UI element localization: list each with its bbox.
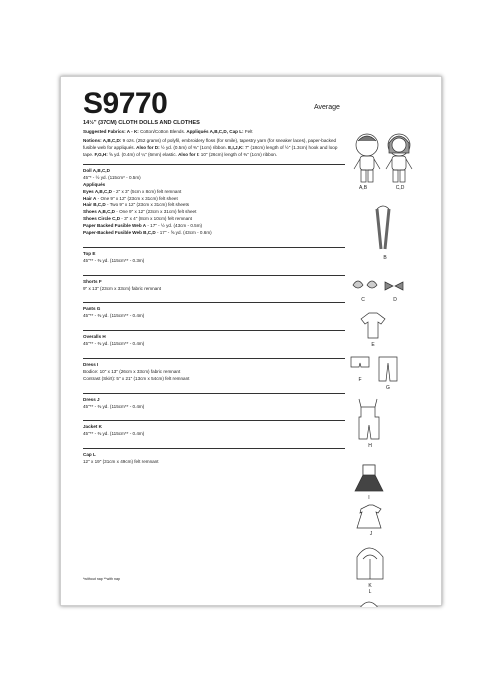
section-0 — [83, 251, 345, 265]
divider — [83, 330, 345, 331]
overalls-h-drawing — [359, 399, 379, 439]
notions: Notions: A,B,C,D: 9 ozs. (252 grams) of polyfil, embroidery floss (for smile), tapestry yarn (for sneaker laces), paper-backed fusible web for appliqués. Also for D: ½ yd. (0.5m) of ⅜" (1cm) ribbon. E,I,J,K: 7" (18cm) length of ½" (1.3cm) hook and loop tape. F,G,H: ⅝ yd. (0.4m) of ¼" (6mm) elastic. Also for I: 10" (26cm) length of ⅜" (1cm) ribbon. — [83, 138, 338, 158]
section-line: 45"** - ⅜ yd. (115cm** - 0.3m) — [83, 257, 145, 263]
appliques-list — [83, 189, 345, 237]
yardage-content — [83, 119, 345, 476]
label-ab: A,B — [358, 185, 368, 191]
section-4 — [83, 362, 345, 383]
top-e-drawing — [361, 313, 385, 338]
shorts-f-drawing — [351, 357, 369, 367]
section-line: 45"** - ⅜ yd. (115cm** - 0.4m) — [83, 403, 145, 409]
size-label: Average — [314, 104, 340, 111]
nap-footnote: *without nap **with nap — [83, 577, 120, 581]
applique-item: Hair A - One 9" x 12" (23cm x 31cm) felt sheet — [83, 195, 178, 201]
section-doll — [83, 168, 345, 237]
section-3 — [83, 334, 345, 348]
ears-c-drawing — [353, 281, 377, 288]
applique-item: Shoes Circle C,D - 3" x 4" (8cm x 10cm) felt remnant — [83, 216, 192, 222]
section-line: 9" x 13" (23cm x 33cm) fabric remnant — [83, 285, 162, 291]
suggested-fabrics: Suggested Fabrics: A - K: Cotton/Cotton Blends. Appliqués A,B,C,D, Cap L: Felt — [83, 129, 253, 135]
cap-l-drawing — [359, 602, 385, 607]
section-line: 45"** - ⅜ yd. (115cm** - 0.4m) — [83, 431, 145, 437]
applique-item: Shoes A,B,C,D - One 9" x 12" (23cm x 31cm) felt sheet — [83, 209, 197, 215]
applique-item: Eyes A,B,C,D - 2" x 3" (5cm x 8cm) felt remnant — [83, 188, 182, 194]
label-d: D — [393, 297, 397, 303]
applique-item: Hair B,C,D - Two 9" x 12" (23cm x 31cm) felt sheets — [83, 202, 190, 208]
divider — [83, 358, 345, 359]
label-c: C — [361, 297, 365, 303]
illustrations — [345, 117, 441, 607]
divider — [83, 302, 345, 303]
pants-g-drawing — [379, 357, 397, 381]
view-sections — [83, 247, 345, 466]
section-heading: Cap L — [83, 452, 96, 458]
section-line: 45"** - ⅜ yd. (115cm** - 0.4m) — [83, 313, 145, 319]
label-l: L — [368, 589, 372, 595]
label-cd: C,D — [395, 185, 405, 191]
section-heading: Jacket K — [83, 424, 102, 430]
divider — [83, 393, 345, 394]
pattern-title: 14½" (37CM) CLOTH DOLLS AND CLOTHES — [83, 120, 200, 126]
section-heading: Shorts F — [83, 278, 102, 284]
section-line: 45"* - ½ yd. (115cm* - 0.5m) — [83, 174, 141, 180]
section-line: Bodice: 10" x 13" (26cm x 33cm) fabric remnant — [83, 368, 181, 374]
divider — [83, 420, 345, 421]
hair-b-drawing — [377, 206, 389, 249]
section-heading: Doll A,B,C,D — [83, 167, 110, 173]
section-2 — [83, 306, 345, 320]
section-6 — [83, 424, 345, 438]
section-heading: Top E — [83, 250, 96, 256]
divider — [83, 164, 345, 165]
applique-item: Paper Backed Fusible Web A - 17" - ½ yd. (43cm - 0.5m) — [83, 223, 203, 229]
section-heading: Dress I — [83, 361, 99, 367]
section-line: 12" x 19" (31cm x 49cm) felt remnant — [83, 459, 159, 465]
label-k: K — [368, 583, 372, 589]
doll-cd-drawing — [386, 134, 412, 182]
label-b: B — [383, 255, 387, 261]
doll-ab-drawing — [354, 134, 380, 182]
section-heading: Dress J — [83, 396, 100, 402]
section-heading: Overalls H — [83, 334, 106, 340]
divider — [83, 275, 345, 276]
label-f: F — [358, 377, 362, 383]
divider — [83, 448, 345, 449]
divider — [83, 247, 345, 248]
dress-i-drawing — [355, 465, 383, 491]
section-7 — [83, 452, 345, 466]
pattern-envelope-back — [60, 76, 442, 606]
appliques-heading: Appliqués — [83, 181, 106, 187]
section-line: 45"** - ⅜ yd. (115cm** - 0.4m) — [83, 341, 145, 347]
label-h: H — [368, 443, 372, 449]
applique-item: Paper-Backed Fusible Web B,C,D - 17" - ⅝ yd. (43cm - 0.6m) — [83, 229, 212, 235]
section-line: Contrast (Skirt): 5" x 21" (13cm x 54cm) felt remnant — [83, 375, 190, 381]
section-1 — [83, 279, 345, 293]
pattern-code: S9770 — [83, 87, 168, 120]
jacket-k-drawing — [357, 548, 383, 579]
section-5 — [83, 397, 345, 411]
label-e: E — [371, 342, 375, 348]
bow-d-drawing — [385, 282, 403, 290]
label-g: G — [386, 385, 390, 391]
dress-j-drawing — [357, 505, 381, 528]
label-i: I — [368, 495, 370, 501]
label-j: J — [369, 531, 373, 537]
section-heading: Pants G — [83, 306, 101, 312]
